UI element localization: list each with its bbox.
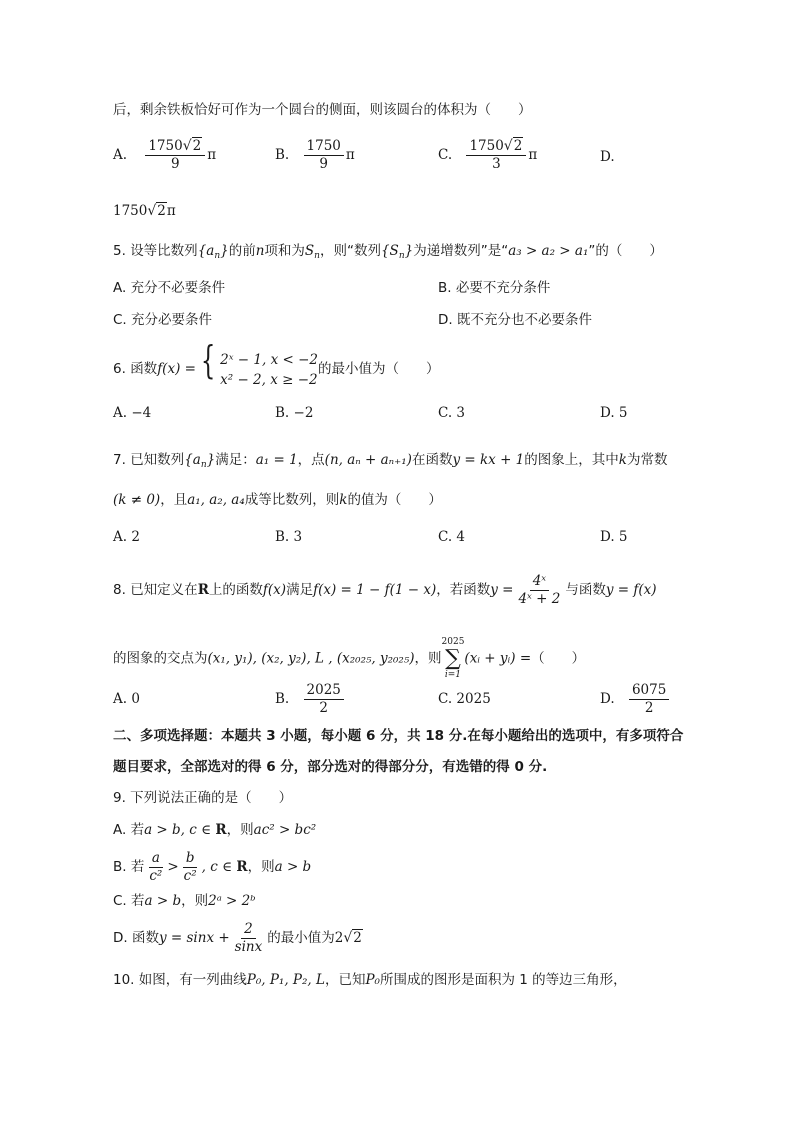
q5-option-c: C. 充分必要条件 (113, 312, 213, 328)
q8-stem-line2: 的图象的交点为(x₁, y₁), (x₂, y₂), L , (x₂₀₂₅, y₂₀₂₅)，则 2025 ∑ i=1 (xᵢ + yᵢ) =（ ） (113, 637, 586, 680)
q5-option-a: A. 充分不必要条件 (113, 280, 226, 296)
q5-option-d: D. 既不充分也不必要条件 (438, 312, 592, 328)
q9-option-b: B. 若 $\frac{a}{\text{c²}}$ > $\frac{b}{\text{c²}}$ , c ∈ R，则a > b (113, 850, 312, 884)
q8-stem-line1: 8. 已知定义在R上的函数f(x)满足f(x) = 1 − f(1 − x)，若函数y = $\frac{\text{4ˣ}}{\text{4ˣ + 2}}$ 与函数y = f(x) (113, 573, 657, 607)
q5-stem: 5. 设等比数列$\{a_n\}$的前n项和为$S_n$，则“数列$\{S_n\}$为递增数列”是“a₃ > a₂ > a₁”的（ ） (113, 243, 663, 261)
q8-option-a: A. 0 (113, 691, 140, 707)
q4-option-a: A. $\frac{1750√2}{9}$ π (113, 138, 217, 172)
q4-option-b: B. $\frac{1750}{9}$ π (275, 138, 355, 172)
q6-option-a: A. −4 (113, 405, 152, 421)
q5-option-b: B. 必要不充分条件 (438, 280, 551, 296)
q4-option-d-value: 1750√2π (113, 203, 176, 219)
q8-option-d: D. $\frac{6075}{2}$ (600, 682, 671, 717)
section2-heading-line2: 题目要求，全部选对的得 6 分，部分选对的得部分分，有选错的得 0 分. (113, 759, 548, 775)
q8-option-c: C. 2025 (438, 691, 491, 707)
q8-option-b: B. $\frac{2025}{2}$ (275, 682, 346, 717)
q7-option-d: D. 5 (600, 529, 628, 545)
q7-stem-line2: (k ≠ 0)，且a₁, a₂, a₄成等比数列，则k的值为（ ） (113, 492, 442, 508)
q9-option-c: C. 若a > b，则2ᵃ > 2ᵇ (113, 893, 256, 909)
q6-stem: 6. 函数f(x) = { 2ˣ − 1, x < −2 x² − 2, x ≥ −2 的最小值为（ ） (113, 338, 440, 388)
q7-option-a: A. 2 (113, 529, 140, 545)
q7-option-b: B. 3 (275, 529, 303, 545)
q6-option-b: B. −2 (275, 405, 314, 421)
q7-option-c: C. 4 (438, 529, 466, 545)
q6-option-d: D. 5 (600, 405, 628, 421)
q7-stem-line1: 7. 已知数列$\{a_n\}$满足：a₁ = 1，点(n, aₙ + aₙ₊₁)在函数y = kx + 1的图象上，其中k为常数 (113, 452, 668, 470)
q4-stem-tail: 后，剩余铁板恰好可作为一个圆台的侧面，则该圆台的体积为（ ） (113, 102, 532, 118)
section2-heading-line1: 二、多项选择题：本题共 3 小题，每小题 6 分，共 18 分.在每小题给出的选项中，有多项符合 (113, 728, 684, 744)
q4-option-c: C. $\frac{1750√2}{3}$ π (438, 138, 538, 172)
q10-stem: 10. 如图，有一列曲线P₀, P₁, P₂, L，已知P₀所围成的图形是面积为 1 的等边三角形， (113, 972, 627, 988)
q9-option-d: D. 函数y = sinx + $\frac{2}{\sin x}$ 的最小值为2√2 (113, 921, 362, 955)
q9-option-a: A. 若a > b, c ∈ R，则ac² > bc² (113, 822, 317, 838)
q6-option-c: C. 3 (438, 405, 466, 421)
q9-stem: 9. 下列说法正确的是（ ） (113, 790, 293, 806)
q4-option-d-label: D. (600, 149, 615, 165)
